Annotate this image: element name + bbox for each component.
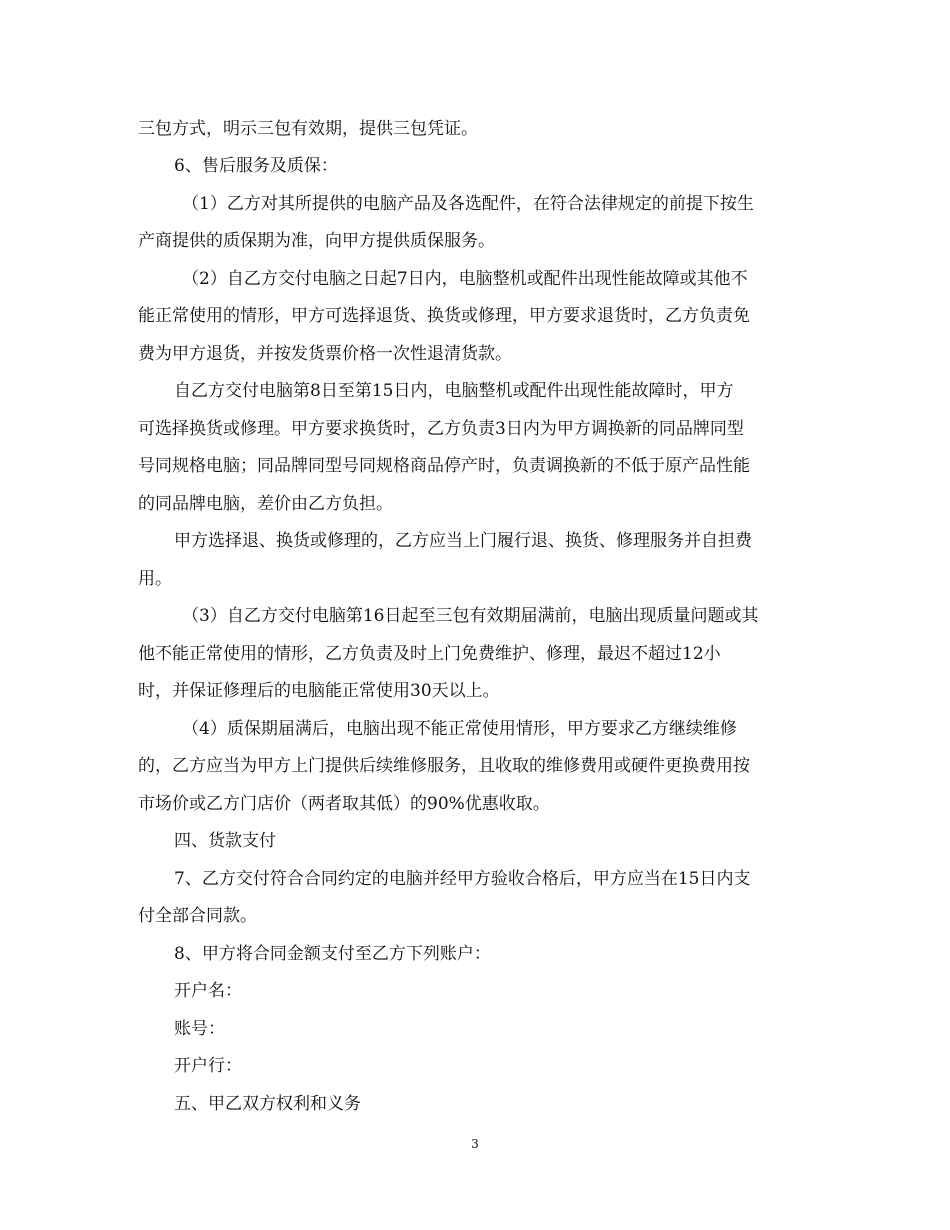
text-line: 市场价或乙方门店价（两者取其低）的90%优惠收取。	[138, 794, 550, 814]
text-line: （1）乙方对其所提供的电脑产品及各选配件，在符合法律规定的前提下按生	[182, 194, 754, 214]
text-line: 能正常使用的情形，甲方可选择退货、换货或修理，甲方要求退货时，乙方负责免	[138, 306, 750, 326]
page-number: 3	[471, 1137, 479, 1151]
text-line: 的同品牌电脑，差价由乙方负担。	[138, 494, 393, 514]
text-line: （4）质保期届满后，电脑出现不能正常使用情形，甲方要求乙方继续维修	[182, 719, 737, 739]
text-line: 他不能正常使用的情形，乙方负责及时上门免费维护、修理，最迟不超过12小	[138, 644, 721, 664]
text-line: 8、甲方将合同金额支付至乙方下列账户：	[174, 944, 491, 964]
text-line: 可选择换货或修理。甲方要求换货时，乙方负责3日内为甲方调换新的同品牌同型	[138, 419, 744, 439]
account-name-label: 开户名：	[174, 981, 242, 1001]
text-line: 自乙方交付电脑第8日至第15日内，电脑整机或配件出现性能故障时，甲方	[174, 381, 734, 401]
text-line: 时，并保证修理后的电脑能正常使用30天以上。	[138, 681, 500, 701]
text-line: 付全部合同款。	[138, 906, 257, 926]
section-heading: 五、甲乙双方权利和义务	[174, 1094, 361, 1114]
account-number-label: 账号：	[174, 1019, 225, 1039]
text-line: 号同规格电脑；同品牌同型号同规格商品停产时，负责调换新的不低于原产品性能	[138, 456, 750, 476]
text-line: 7、乙方交付符合合同约定的电脑并经甲方验收合格后，甲方应当在15日内支	[174, 869, 751, 889]
text-line: 的，乙方应当为甲方上门提供后续维修服务，且收取的维修费用或硬件更换费用按	[138, 756, 750, 776]
section-heading: 四、货款支付	[174, 831, 276, 851]
text-line: 产商提供的质保期为准，向甲方提供质保服务。	[138, 231, 495, 251]
text-line: （2）自乙方交付电脑之日起7日内，电脑整机或配件出现性能故障或其他不	[182, 269, 748, 289]
text-line: 甲方选择退、换货或修理的，乙方应当上门履行退、换货、修理服务并自担费	[174, 531, 752, 551]
text-line: 费为甲方退货，并按发货票价格一次性退清货款。	[138, 344, 512, 364]
text-line: （3）自乙方交付电脑第16日起至三包有效期届满前，电脑出现质量问题或其	[182, 606, 759, 626]
text-line: 三包方式，明示三包有效期，提供三包凭证。	[138, 119, 478, 139]
section-heading: 6、售后服务及质保：	[174, 156, 338, 176]
bank-label: 开户行：	[174, 1056, 242, 1076]
text-line: 用。	[138, 569, 172, 589]
